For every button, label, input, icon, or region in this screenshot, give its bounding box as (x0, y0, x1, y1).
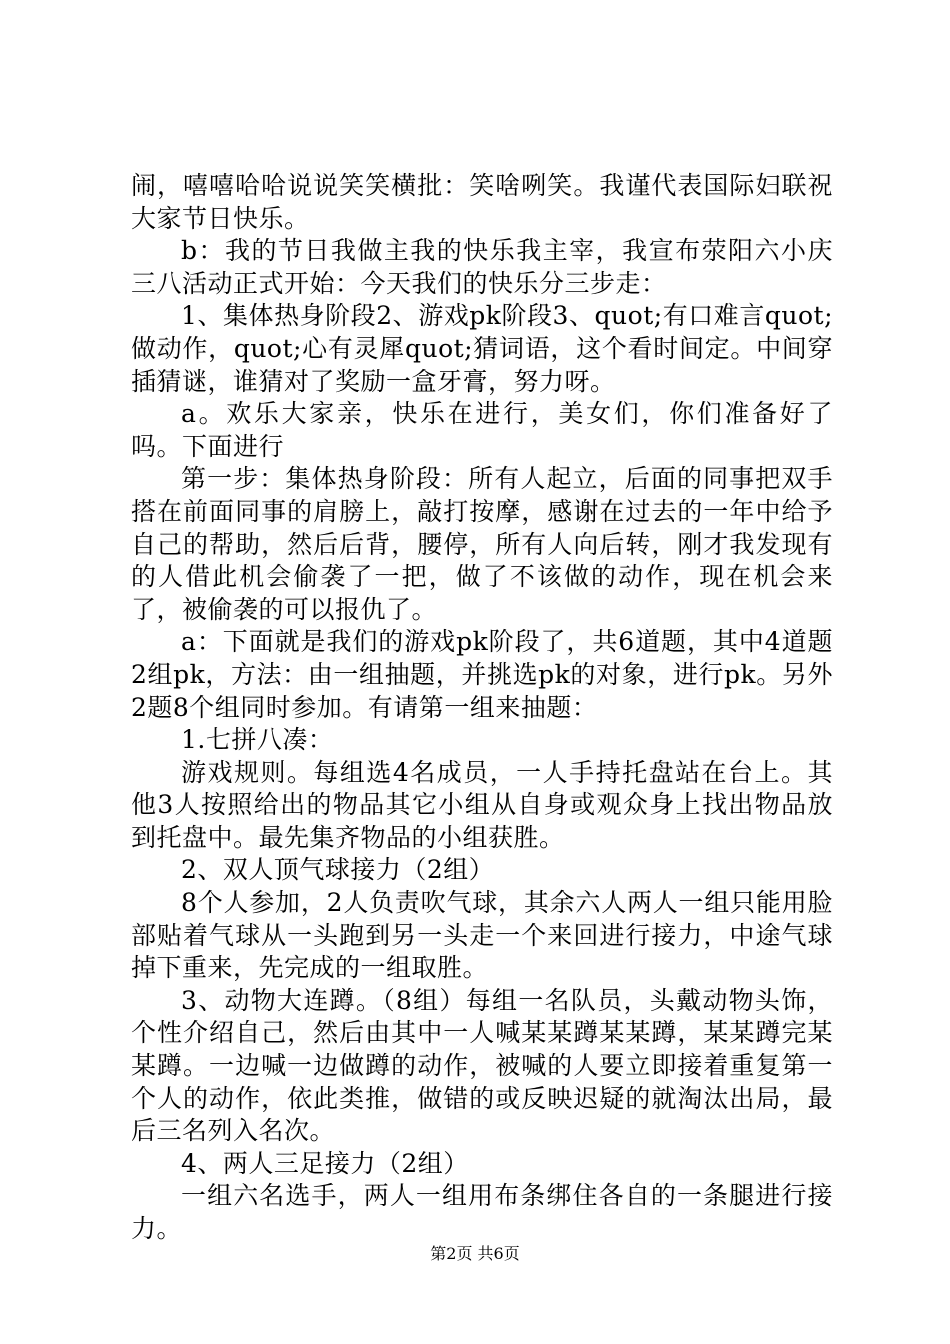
paragraph-4: a。欢乐大家亲，快乐在进行，美女们，你们准备好了吗。下面进行 (131, 399, 833, 461)
paragraph-6: a：下面就是我们的游戏pk阶段了，共6道题，其中4道题2组pk，方法：由一组抽题，并挑选pk的对象，进行pk。另外2题8个组同时参加。有请第一组来抽题： (131, 627, 833, 722)
page-number-footer: 第2页 共6页 (430, 1244, 520, 1263)
paragraph-12: 4、两人三足接力（2组） (181, 1148, 469, 1178)
paragraph-1: 闹，嘻嘻哈哈说说笑笑横批：笑啥咧笑。我谨代表国际妇联祝大家节日快乐。 (131, 171, 833, 233)
paragraph-13: 一组六名选手，两人一组用布条绑住各自的一条腿进行接力。 (131, 1181, 833, 1243)
document-body (131, 170, 833, 1246)
paragraph-10: 8个人参加，2人负责吹气球，其余六人两人一组只能用脸部贴着气球从一头跑到另一头走一个来回进行接力，中途气球掉下重来，先完成的一组取胜。 (131, 888, 833, 983)
paragraph-9: 2、双人顶气球接力（2组） (181, 855, 495, 885)
paragraph-2: b：我的节日我做主我的快乐我主宰，我宣布荥阳六小庆三八活动正式开始：今天我们的快乐分三步走： (131, 236, 833, 298)
paragraph-5: 第一步：集体热身阶段：所有人起立，后面的同事把双手搭在前面同事的肩膀上，敲打按摩，感谢在过去的一年中给予自己的帮助，然后后背，腰停，所有人向后转，刚才我发现有的人借此机会偷袭了一把，做了不该做的动作，现在机会来了，被偷袭的可以报仇了。 (131, 464, 833, 624)
paragraph-8: 游戏规则。每组选4名成员，一人手持托盘站在台上。其他3人按照给出的物品其它小组从自身或观众身上找出物品放到托盘中。最先集齐物品的小组获胜。 (131, 757, 833, 852)
paragraph-11: 3、动物大连蹲。（8组）每组一名队员，头戴动物头饰，个性介绍自己，然后由其中一人喊某某蹲某某蹲，某某蹲完某某蹲。一边喊一边做蹲的动作，被喊的人要立即接着重复第一个人的动作，依此类推，做错的或反映迟疑的就淘汰出局，最后三名列入名次。 (131, 985, 833, 1146)
paragraph-7: 1.七拼八凑： (181, 725, 334, 755)
paragraph-3: 1、集体热身阶段2、游戏pk阶段3、quot;有口难言quot;做动作，quot;心有灵犀quot;猜词语，这个看时间定。中间穿插猜谜，谁猜对了奖励一盒牙膏，努力呀。 (131, 301, 833, 396)
